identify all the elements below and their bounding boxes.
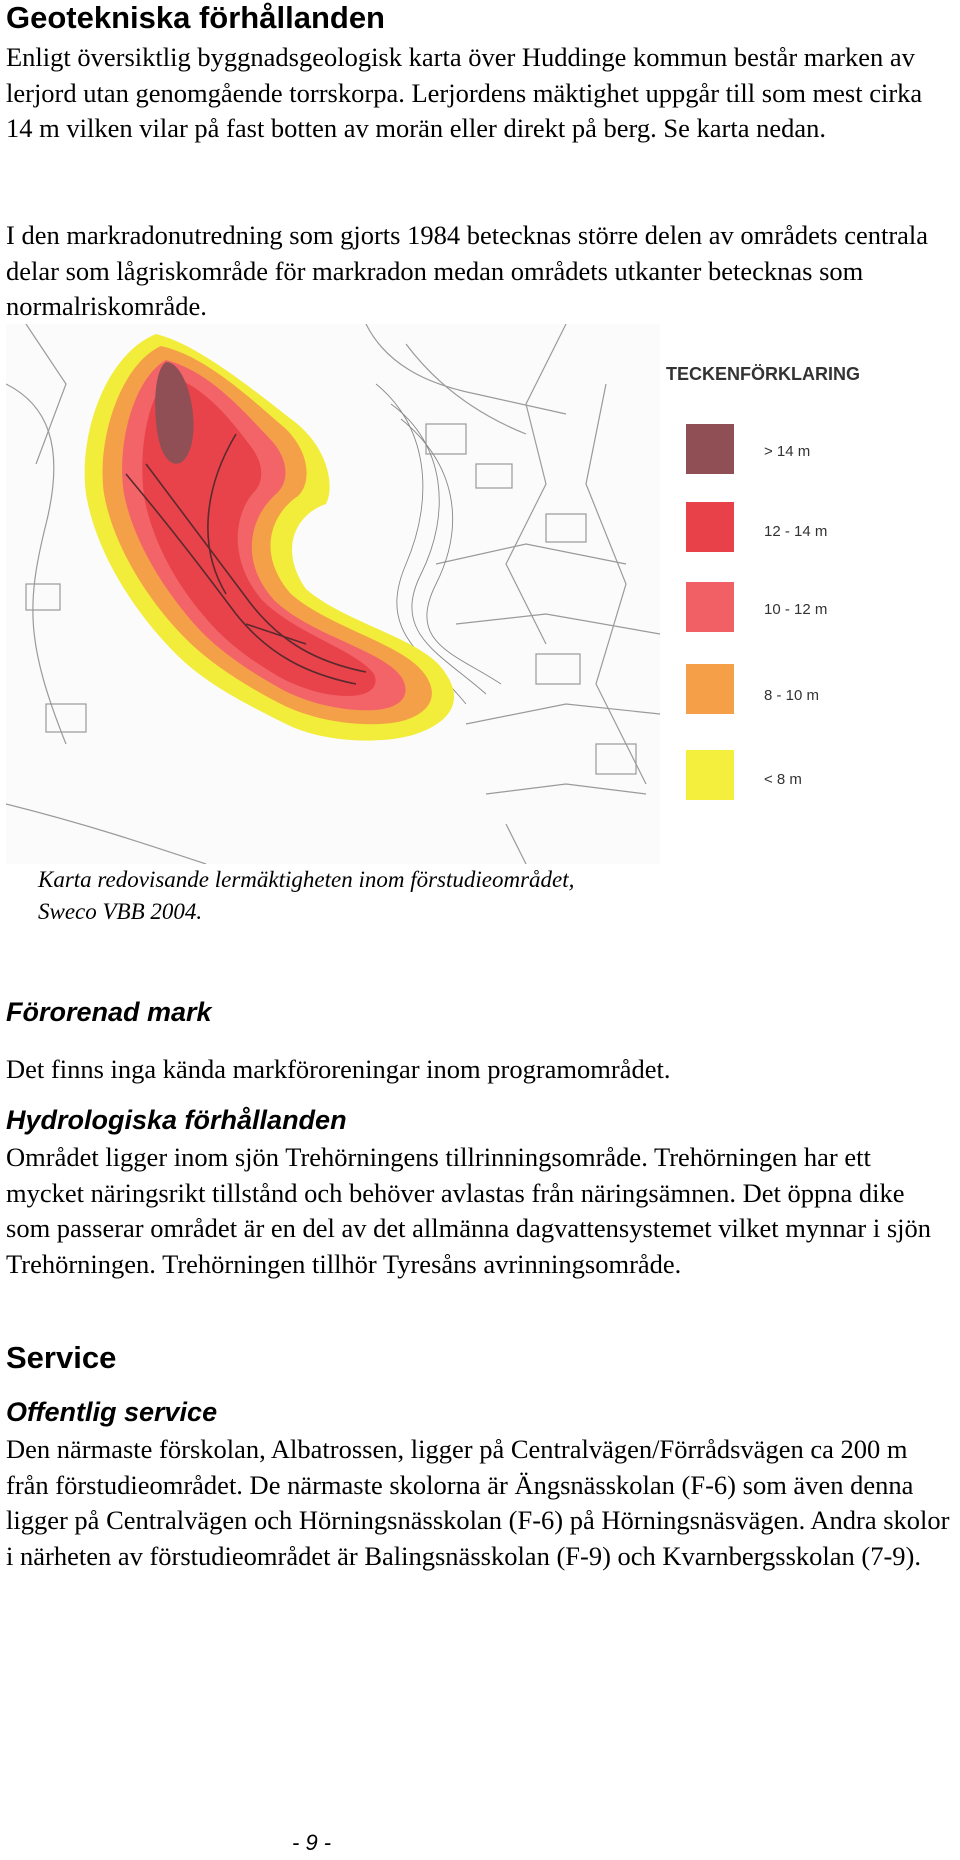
legend-swatch-10-12m: [686, 582, 734, 632]
legend-label-8-10m: 8 - 10 m: [764, 687, 820, 704]
legend-label-under-8m: < 8 m: [764, 771, 802, 788]
paragraph-geotechnical-2: I den markradonutredning som gjorts 1984 betecknas större delen av områdets centrala delar som lågriskområde för markradon medan områdets utkanter betecknas som normalriskområde.: [6, 220, 929, 321]
paragraph-hydrology: Området ligger inom sjön Trehörningens tillrinningsområde. Trehörningen har ett mycket näringsrikt tillstånd och behöver avlastas från näringsämnen. Det öppna dike som passerar området är en del av det allmänna dagvattensystemet vilket mynnar i sjön Trehörningen. Trehörningen tillhör Tyresåns avrinningsområde.: [6, 1142, 932, 1279]
paragraph-geotechnical-1: Enligt översiktlig byggnadsgeologisk karta över Huddinge kommun består marken av lerjord utan genomgående torrskorpa. Lerjordens mäktighet uppgår till som mest cirka 14 m vilken vilar på fast botten av morän eller direkt på berg. Se karta nedan.: [6, 42, 923, 143]
legend-swatch-under-8m: [686, 750, 734, 800]
paragraph-public-service: Den närmaste förskolan, Albatrossen, ligger på Centralvägen/Förrådsvägen ca 200 m från förstudieområdet. De närmaste skolorna är Ängsnässkolan (F-6) som även denna ligger på Centralvägen och Hörningsnässkolan (F-6) på Hörningsnäsvägen. Andra skolor i närheten av förstudieområdet är Balingsnässkolan (F-9) och Kvarnbergsskolan (7-9).: [6, 1434, 950, 1571]
heading-contaminated-land: Förorenad mark: [6, 997, 212, 1027]
legend-swatch-over-14m: [686, 424, 734, 474]
heading-hydrology: Hydrologiska förhållanden: [6, 1105, 347, 1135]
legend-label-12-14m: 12 - 14 m: [764, 523, 828, 540]
legend: [666, 324, 960, 864]
figure-caption-line-2: Sweco VBB 2004.: [38, 899, 203, 924]
heading-service: Service: [6, 1340, 117, 1375]
legend-swatch-8-10m: [686, 664, 734, 714]
figure-caption: [38, 864, 738, 928]
legend-swatch-12-14m: [686, 502, 734, 552]
heading-public-service: Offentlig service: [6, 1397, 218, 1427]
clay-depth-figure: [6, 324, 960, 864]
heading-geotechnical: Geotekniska förhållanden: [6, 0, 385, 35]
legend-label-over-14m: > 14 m: [764, 443, 811, 460]
page-number: - 9 -: [292, 1830, 332, 1855]
legend-label-10-12m: 10 - 12 m: [764, 601, 828, 618]
paragraph-contaminated-land: Det finns inga kända markföroreningar inom programområdet.: [6, 1054, 671, 1084]
figure-caption-line-1: Karta redovisande lermäktigheten inom förstudieområdet,: [38, 867, 575, 892]
legend-title: TECKENFÖRKLARING: [666, 364, 860, 384]
clay-depth-map: [6, 324, 660, 864]
